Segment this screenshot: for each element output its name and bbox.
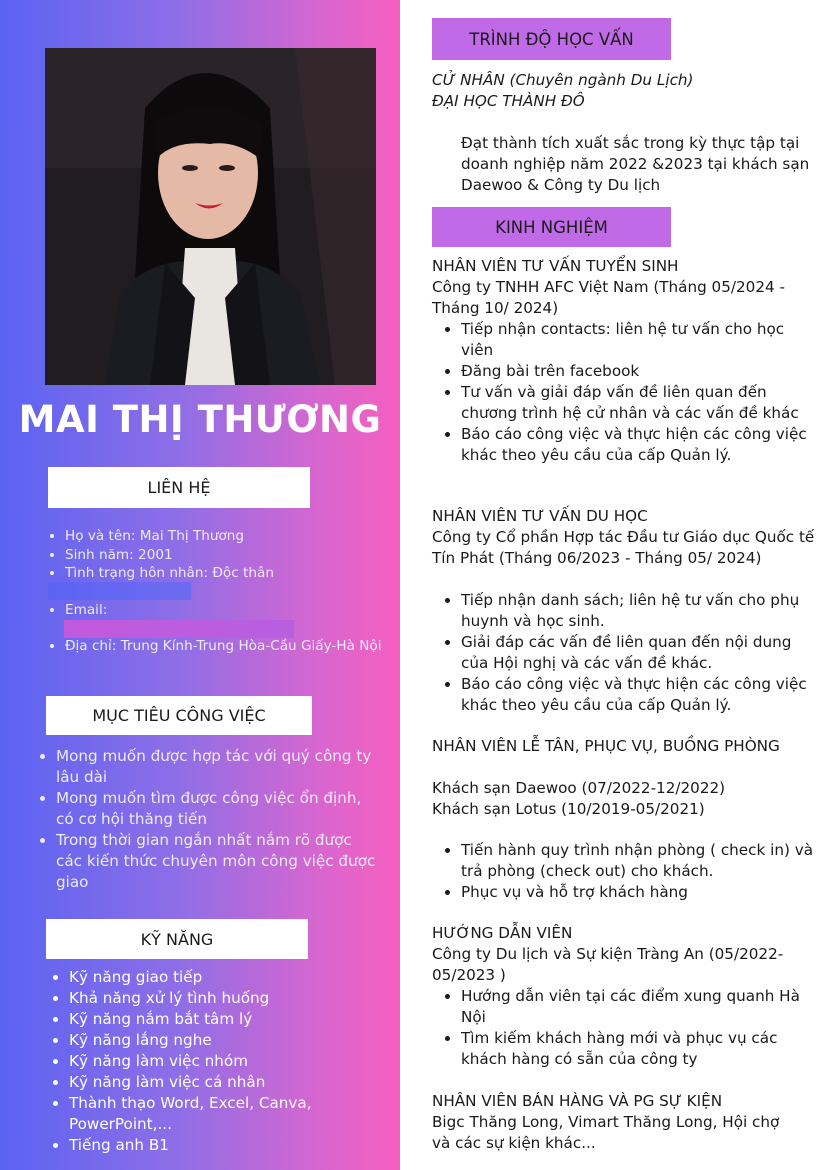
contact-list xyxy=(48,527,385,656)
job-task: • Tìm kiếm khách hàng mới và phục vụ các khách hàng có sẵn của công ty xyxy=(461,1028,817,1070)
education-degree: CỬ NHÂN (Chuyên ngành Du Lịch) xyxy=(432,71,694,89)
job-task-list xyxy=(432,590,817,716)
goal-item: • Mong muốn được hợp tác với quý công ty lâu dài xyxy=(56,746,376,788)
goals-list xyxy=(38,746,376,893)
job-task: • Phục vụ và hỗ trợ khách hàng xyxy=(461,882,817,903)
skill-item: • Thành thạo Word, Excel, Canva, PowerPoint,... xyxy=(69,1093,389,1135)
skill-item: • Kỹ năng lắng nghe xyxy=(69,1030,389,1051)
goals-heading: MỤC TIÊU CÔNG VIỆC xyxy=(46,696,312,735)
job-task: • Đăng bài trên facebook xyxy=(461,361,817,382)
skills-heading: KỸ NĂNG xyxy=(46,919,308,959)
skill-item: • Kỹ năng giao tiếp xyxy=(69,967,389,988)
skills-list xyxy=(50,967,389,1156)
contact-email: • Email: xyxy=(65,601,385,620)
education-school: ĐẠI HỌC THÀNH ĐÔ xyxy=(432,92,585,110)
job-task-list xyxy=(432,840,817,903)
job-company: Công ty Du lịch và Sự kiện Tràng An (05/2022- 05/2023 ) xyxy=(432,945,784,984)
contact-birth-year: • Sinh năm: 2001 xyxy=(65,546,385,565)
profile-photo xyxy=(45,48,376,385)
candidate-name: MAI THỊ THƯƠNG xyxy=(18,398,382,441)
contact-heading: LIÊN HỆ xyxy=(48,467,310,508)
job-task-list xyxy=(432,986,817,1070)
education-heading: TRÌNH ĐỘ HỌC VẤN xyxy=(432,18,671,60)
job-task-list xyxy=(432,319,817,466)
skill-item: • Kỹ năng làm việc nhóm xyxy=(69,1051,389,1072)
job-title: NHÂN VIÊN TƯ VẤN TUYỂN SINH xyxy=(432,257,679,275)
job-company: Công ty Cổ phần Hợp tác Đầu tư Giáo dục Quốc tế Tín Phát (Tháng 06/2023 - Tháng 05/ 2024) xyxy=(432,528,815,567)
job-task: • Hướng dẫn viên tại các điểm xung quanh Hà Nội xyxy=(461,986,817,1028)
education-achievement: Đạt thành tích xuất sắc trong kỳ thực tập tại doanh nghiệp năm 2022 &2023 tại khách sạn Daewoo & Công ty Du lịch xyxy=(461,134,810,194)
job-company: Bigc Thăng Long, Vimart Thăng Long, Hội chợ và các sự kiện khác... xyxy=(432,1113,780,1152)
job-title: NHÂN VIÊN TƯ VẤN DU HỌC xyxy=(432,507,648,525)
job-task: • Tiến hành quy trình nhận phòng ( check in) và trả phòng (check out) cho khách. xyxy=(461,840,817,882)
job-task: • Tư vấn và giải đáp vấn đề liên quan đến chương trình hệ cử nhân và các vấn đề khác xyxy=(461,382,817,424)
job-task: • Báo cáo công việc và thực hiện các công việc khác theo yêu cầu của cấp Quản lý. xyxy=(461,674,817,716)
skill-item: • Khả năng xử lý tình huống xyxy=(69,988,389,1009)
job-company: Công ty TNHH AFC Việt Nam (Tháng 05/2024 - Tháng 10/ 2024) xyxy=(432,278,785,317)
job-title: NHÂN VIÊN BÁN HÀNG VÀ PG SỰ KIỆN xyxy=(432,1092,723,1110)
job-company: Khách sạn Daewoo (07/2022-12/2022) xyxy=(432,779,726,797)
job-task: • Tiếp nhận contacts: liên hệ tư vấn cho học viên xyxy=(461,319,817,361)
skill-item: • Kỹ năng làm việc cá nhân xyxy=(69,1072,389,1093)
experience-heading: KINH NGHIỆM xyxy=(432,207,671,247)
contact-address: • Địa chỉ: Trung Kính-Trung Hòa-Cầu Giấy-Hà Nội xyxy=(65,637,385,656)
skill-item: • Kỹ năng nắm bắt tâm lý xyxy=(69,1009,389,1030)
job-title: NHÂN VIÊN LỄ TÂN, PHỤC VỤ, BUỒNG PHÒNG xyxy=(432,737,780,755)
job-task: • Giải đáp các vấn đề liên quan đến nội dung của Hội nghị và các vấn đề khác. xyxy=(461,632,817,674)
contact-fullname: • Họ và tên: Mai Thị Thương xyxy=(65,527,385,546)
job-task: • Báo cáo công việc và thực hiện các công việc khác theo yêu cầu của cấp Quản lý. xyxy=(461,424,817,466)
goal-item: • Mong muốn tìm được công việc ổn định, có cơ hội thăng tiến xyxy=(56,788,376,830)
job-title: HƯỚNG DẪN VIÊN xyxy=(432,924,573,942)
job-task: • Tiếp nhận danh sách; liên hệ tư vấn cho phụ huynh và học sinh. xyxy=(461,590,817,632)
goal-item: • Trong thời gian ngắn nhất nắm rõ được các kiến thức chuyên môn công việc được giao xyxy=(56,830,376,893)
contact-marital-status: • Tình trạng hôn nhân: Độc thân xyxy=(65,564,385,583)
job-company: Khách sạn Lotus (10/2019-05/2021) xyxy=(432,800,705,818)
skill-item: • Tiếng anh B1 xyxy=(69,1135,389,1156)
